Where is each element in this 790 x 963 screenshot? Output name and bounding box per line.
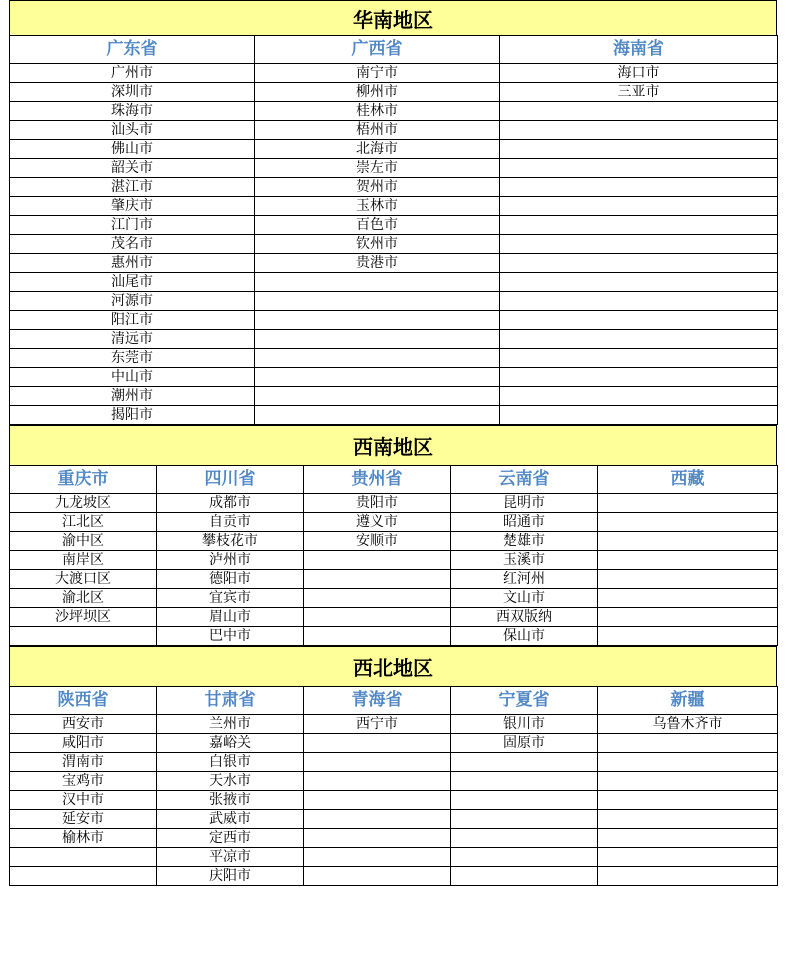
column-header: 贵州省 xyxy=(304,466,451,494)
table-cell: 天水市 xyxy=(157,772,304,791)
table-cell: 中山市 xyxy=(10,368,255,387)
table-cell: 崇左市 xyxy=(255,159,500,178)
table-cell: 咸阳市 xyxy=(10,734,157,753)
table-cell xyxy=(598,494,778,513)
table-cell: 揭阳市 xyxy=(10,406,255,425)
table-cell: 德阳市 xyxy=(157,570,304,589)
header-row xyxy=(10,36,778,64)
table-cell xyxy=(500,349,778,368)
table-cell xyxy=(304,810,451,829)
table-row xyxy=(10,102,778,121)
table-cell xyxy=(500,292,778,311)
table-cell: 北海市 xyxy=(255,140,500,159)
table-cell: 百色市 xyxy=(255,216,500,235)
table-cell xyxy=(451,867,598,886)
table-cell xyxy=(500,216,778,235)
table-cell xyxy=(304,753,451,772)
table-row xyxy=(10,791,778,810)
table-cell: 嘉峪关 xyxy=(157,734,304,753)
column-header: 广东省 xyxy=(10,36,255,64)
table-cell: 珠海市 xyxy=(10,102,255,121)
table-cell: 乌鲁木齐市 xyxy=(598,715,778,734)
table-cell xyxy=(451,829,598,848)
table-row xyxy=(10,715,778,734)
table-cell xyxy=(255,273,500,292)
table-cell xyxy=(10,848,157,867)
table-cell xyxy=(598,810,778,829)
table-cell: 保山市 xyxy=(451,627,598,646)
table-cell xyxy=(598,867,778,886)
table-cell: 眉山市 xyxy=(157,608,304,627)
table-cell xyxy=(10,627,157,646)
table-row xyxy=(10,848,778,867)
region-title-northwest: 西北地区 xyxy=(9,646,777,686)
table-cell: 贺州市 xyxy=(255,178,500,197)
table-row xyxy=(10,406,778,425)
table-cell xyxy=(598,513,778,532)
table-row xyxy=(10,494,778,513)
table-cell xyxy=(304,772,451,791)
table-row xyxy=(10,368,778,387)
table-cell xyxy=(451,791,598,810)
table-cell xyxy=(500,273,778,292)
table-row xyxy=(10,608,778,627)
table-row xyxy=(10,589,778,608)
header-row xyxy=(10,466,778,494)
column-header: 青海省 xyxy=(304,687,451,715)
table-cell: 茂名市 xyxy=(10,235,255,254)
table-cell xyxy=(598,734,778,753)
table-cell: 银川市 xyxy=(451,715,598,734)
table-cell: 泸州市 xyxy=(157,551,304,570)
table-cell: 潮州市 xyxy=(10,387,255,406)
table-cell xyxy=(500,140,778,159)
table-row xyxy=(10,772,778,791)
table-cell: 攀枝花市 xyxy=(157,532,304,551)
table-row xyxy=(10,532,778,551)
table-cell xyxy=(598,570,778,589)
table-cell xyxy=(304,589,451,608)
table-cell: 清远市 xyxy=(10,330,255,349)
table-cell: 南岸区 xyxy=(10,551,157,570)
table-cell xyxy=(598,848,778,867)
table-row xyxy=(10,273,778,292)
table-row xyxy=(10,254,778,273)
table-cell: 广州市 xyxy=(10,64,255,83)
table-cell: 大渡口区 xyxy=(10,570,157,589)
table-cell: 自贡市 xyxy=(157,513,304,532)
table-cell: 张掖市 xyxy=(157,791,304,810)
table-cell: 定西市 xyxy=(157,829,304,848)
table-cell: 沙坪坝区 xyxy=(10,608,157,627)
column-header: 云南省 xyxy=(451,466,598,494)
table-cell: 玉林市 xyxy=(255,197,500,216)
header-row xyxy=(10,687,778,715)
table-cell xyxy=(598,551,778,570)
table-cell: 东莞市 xyxy=(10,349,255,368)
table-cell xyxy=(304,627,451,646)
table-cell: 巴中市 xyxy=(157,627,304,646)
table-row xyxy=(10,140,778,159)
table-cell xyxy=(598,829,778,848)
table-cell: 南宁市 xyxy=(255,64,500,83)
column-header: 陕西省 xyxy=(10,687,157,715)
table-cell: 柳州市 xyxy=(255,83,500,102)
table-cell xyxy=(255,292,500,311)
table-cell xyxy=(451,753,598,772)
table-cell: 庆阳市 xyxy=(157,867,304,886)
table-cell xyxy=(598,532,778,551)
table-cell xyxy=(500,178,778,197)
table-cell: 海口市 xyxy=(500,64,778,83)
table-cell: 佛山市 xyxy=(10,140,255,159)
table-cell: 湛江市 xyxy=(10,178,255,197)
table-cell: 白银市 xyxy=(157,753,304,772)
south-china-table xyxy=(9,35,778,425)
table-cell: 西宁市 xyxy=(304,715,451,734)
table-cell: 贵阳市 xyxy=(304,494,451,513)
table-row xyxy=(10,734,778,753)
table-row xyxy=(10,551,778,570)
table-cell xyxy=(500,235,778,254)
table-cell: 惠州市 xyxy=(10,254,255,273)
table-cell xyxy=(598,791,778,810)
table-cell: 成都市 xyxy=(157,494,304,513)
table-cell xyxy=(10,867,157,886)
table-cell xyxy=(304,734,451,753)
table-cell xyxy=(255,349,500,368)
table-row xyxy=(10,810,778,829)
table-cell xyxy=(500,159,778,178)
table-cell: 汕尾市 xyxy=(10,273,255,292)
table-row xyxy=(10,570,778,589)
table-row xyxy=(10,513,778,532)
table-cell xyxy=(255,368,500,387)
table-cell xyxy=(500,311,778,330)
table-cell xyxy=(304,551,451,570)
table-cell: 九龙坡区 xyxy=(10,494,157,513)
table-cell: 韶关市 xyxy=(10,159,255,178)
table-cell: 西双版纳 xyxy=(451,608,598,627)
table-cell xyxy=(304,608,451,627)
column-header: 新疆 xyxy=(598,687,778,715)
northwest-table xyxy=(9,686,778,886)
table-cell: 西安市 xyxy=(10,715,157,734)
table-cell: 平凉市 xyxy=(157,848,304,867)
table-cell xyxy=(304,791,451,810)
table-cell xyxy=(500,406,778,425)
column-header: 广西省 xyxy=(255,36,500,64)
table-row xyxy=(10,829,778,848)
table-cell: 榆林市 xyxy=(10,829,157,848)
table-row xyxy=(10,159,778,178)
table-cell xyxy=(255,311,500,330)
table-row xyxy=(10,311,778,330)
table-cell: 钦州市 xyxy=(255,235,500,254)
table-cell: 河源市 xyxy=(10,292,255,311)
table-cell: 玉溪市 xyxy=(451,551,598,570)
table-cell: 文山市 xyxy=(451,589,598,608)
table-cell: 宜宾市 xyxy=(157,589,304,608)
table-cell: 汕头市 xyxy=(10,121,255,140)
table-cell xyxy=(451,810,598,829)
table-cell: 楚雄市 xyxy=(451,532,598,551)
column-header: 重庆市 xyxy=(10,466,157,494)
table-row xyxy=(10,292,778,311)
table-cell: 渭南市 xyxy=(10,753,157,772)
table-cell: 遵义市 xyxy=(304,513,451,532)
column-header: 宁夏省 xyxy=(451,687,598,715)
table-row xyxy=(10,627,778,646)
table-row xyxy=(10,867,778,886)
table-cell xyxy=(255,387,500,406)
table-cell: 安顺市 xyxy=(304,532,451,551)
table-cell: 固原市 xyxy=(451,734,598,753)
table-cell xyxy=(255,406,500,425)
table-row xyxy=(10,387,778,406)
table-cell xyxy=(255,330,500,349)
table-row xyxy=(10,349,778,368)
table-cell: 阳江市 xyxy=(10,311,255,330)
table-cell: 汉中市 xyxy=(10,791,157,810)
table-cell xyxy=(500,121,778,140)
southwest-table xyxy=(9,465,778,646)
table-cell xyxy=(500,330,778,349)
table-cell xyxy=(598,608,778,627)
table-cell: 梧州市 xyxy=(255,121,500,140)
table-row xyxy=(10,121,778,140)
table-cell: 深圳市 xyxy=(10,83,255,102)
table-row xyxy=(10,753,778,772)
table-cell xyxy=(500,387,778,406)
table-cell: 宝鸡市 xyxy=(10,772,157,791)
region-title-south-china: 华南地区 xyxy=(9,0,777,35)
table-row xyxy=(10,178,778,197)
table-cell: 江门市 xyxy=(10,216,255,235)
table-cell xyxy=(304,570,451,589)
column-header: 甘肃省 xyxy=(157,687,304,715)
table-cell xyxy=(500,102,778,121)
table-cell: 肇庆市 xyxy=(10,197,255,216)
column-header: 西藏 xyxy=(598,466,778,494)
table-row xyxy=(10,216,778,235)
table-row xyxy=(10,83,778,102)
region-title-southwest: 西南地区 xyxy=(9,425,777,465)
table-row xyxy=(10,64,778,83)
region-sheet xyxy=(9,0,777,886)
table-row xyxy=(10,235,778,254)
table-cell: 兰州市 xyxy=(157,715,304,734)
table-cell xyxy=(451,848,598,867)
table-cell: 贵港市 xyxy=(255,254,500,273)
table-cell xyxy=(451,772,598,791)
table-cell xyxy=(500,368,778,387)
table-cell: 渝中区 xyxy=(10,532,157,551)
table-cell xyxy=(598,772,778,791)
table-cell: 昆明市 xyxy=(451,494,598,513)
table-row xyxy=(10,197,778,216)
table-cell xyxy=(304,867,451,886)
table-cell xyxy=(500,197,778,216)
table-cell xyxy=(304,829,451,848)
table-cell xyxy=(598,627,778,646)
table-row xyxy=(10,330,778,349)
table-cell: 武威市 xyxy=(157,810,304,829)
table-cell: 江北区 xyxy=(10,513,157,532)
column-header: 海南省 xyxy=(500,36,778,64)
table-cell: 三亚市 xyxy=(500,83,778,102)
table-cell xyxy=(598,589,778,608)
table-cell: 桂林市 xyxy=(255,102,500,121)
table-cell xyxy=(304,848,451,867)
table-cell xyxy=(500,254,778,273)
table-cell: 红河州 xyxy=(451,570,598,589)
table-cell: 昭通市 xyxy=(451,513,598,532)
table-cell xyxy=(598,753,778,772)
column-header: 四川省 xyxy=(157,466,304,494)
table-cell: 延安市 xyxy=(10,810,157,829)
table-cell: 渝北区 xyxy=(10,589,157,608)
